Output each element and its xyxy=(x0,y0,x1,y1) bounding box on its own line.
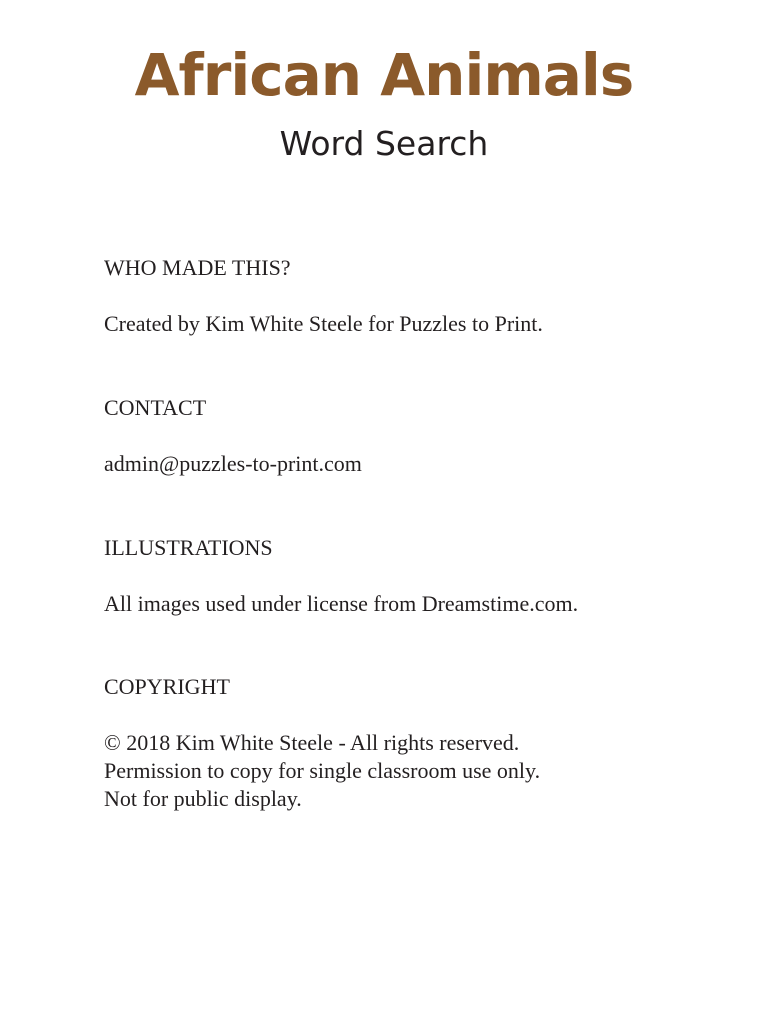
page-title: African Animals xyxy=(134,41,634,109)
section-contact xyxy=(104,394,724,478)
body-line: Not for public display. xyxy=(104,786,302,811)
body-line: Permission to copy for single classroom use only. xyxy=(104,758,541,783)
section-illustrations xyxy=(104,534,724,618)
section-body xyxy=(104,729,724,813)
section-heading: WHO MADE THIS? xyxy=(104,255,291,280)
section-heading: COPYRIGHT xyxy=(104,674,230,699)
section-body xyxy=(104,310,724,338)
page-subtitle: Word Search xyxy=(279,124,489,163)
section-copyright xyxy=(104,673,724,813)
section-heading: CONTACT xyxy=(104,395,207,420)
body-line: © 2018 Kim White Steele - All rights reserved. xyxy=(104,730,520,755)
body-line: All images used under license from Dreamstime.com. xyxy=(104,591,579,616)
body-line: Created by Kim White Steele for Puzzles to Print. xyxy=(104,311,543,336)
section-body xyxy=(104,590,724,618)
section-body xyxy=(104,450,724,478)
section-heading: ILLUSTRATIONS xyxy=(104,535,273,560)
contact-email: admin@puzzles-to-print.com xyxy=(104,451,362,476)
section-who-made-this xyxy=(104,254,724,338)
